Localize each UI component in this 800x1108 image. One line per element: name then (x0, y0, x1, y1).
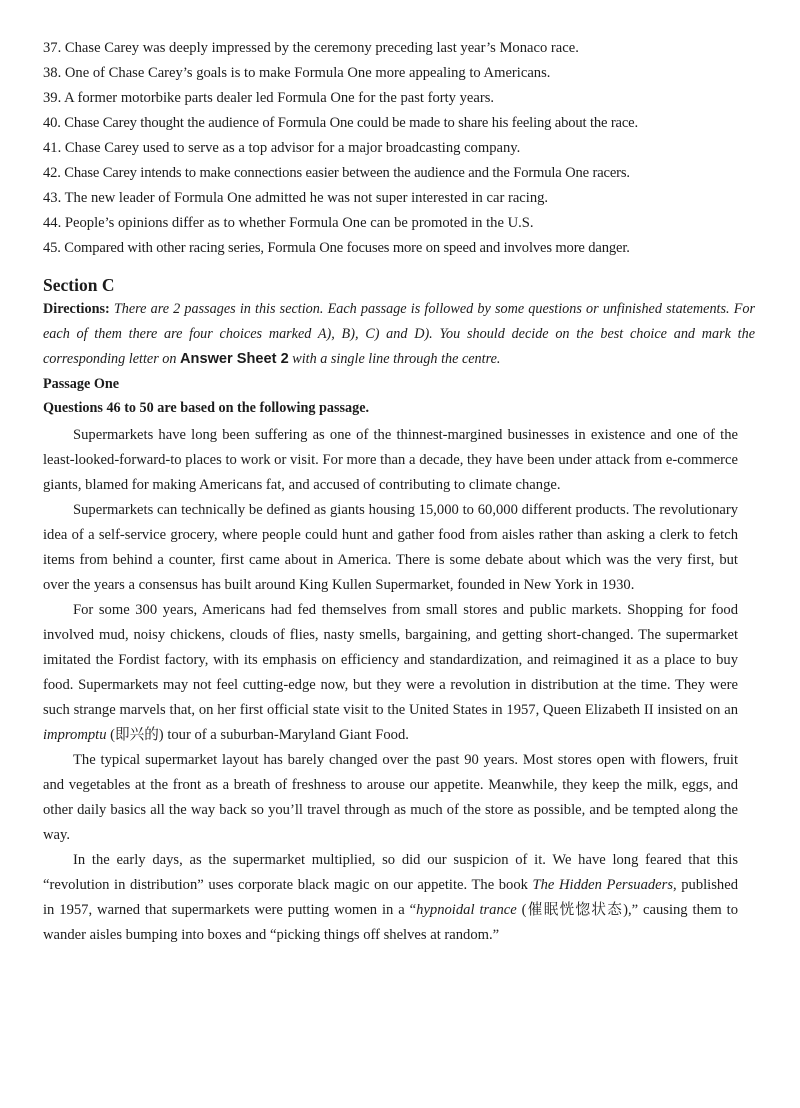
gloss-hypnoidal-trance: (催眠恍惚状态) (516, 902, 628, 918)
answer-sheet-label: Answer Sheet 2 (180, 351, 289, 367)
statement-39: 39. A former motorbike parts dealer led Formula One for the past forty years. (43, 90, 495, 106)
paragraph-3-text-b: tour of a suburban-Maryland Giant Food. (167, 727, 409, 743)
paragraph-5-text-c: ,” causing them to wander aisles bumping into boxes and “picking things off shelves at random.” (43, 902, 738, 943)
paragraph-2: Supermarkets can technically be defined as giants housing 15,000 to 60,000 different products. The revolutionary idea of a self-service grocery, where people could hunt and gather food from aisles rather than asking a clerk to fetch items from behind a counter, first came about in America. There is some debate about which was the very first, but over the years a consensus has built around King Kullen Supermarket, founded in New York in 1930. (43, 502, 738, 593)
gloss-impromptu: (即兴的) (106, 727, 168, 743)
directions-text-1: There are 2 passages in this section. Each passage is followed by some questions or unfinished statements. For each of them there are four choices marked A), B), C) and D). You should decide on the best choice and mark the corresponding letter on (43, 301, 755, 367)
statement-43: 43. The new leader of Formula One admitted he was not super interested in car racing. (43, 190, 549, 206)
paragraph-5 (43, 848, 738, 948)
statement-37: 37. Chase Carey was deeply impressed by the ceremony preceding last year’s Monaco race. (43, 40, 579, 56)
paragraph-1: Supermarkets have long been suffering as one of the thinnest-margined businesses in existence and one of the least-looked-forward-to places to work or visit. For more than a decade, they have been under attack from e-commerce giants, blamed for making Americans fat, and accused of contributing to climate change. (43, 427, 738, 493)
statement-44: 44. People’s opinions differ as to whether Formula One can be promoted in the U.S. (43, 215, 534, 231)
directions-text-2: with a single line through the centre. (288, 351, 501, 367)
statement-list (43, 36, 763, 261)
term-impromptu: impromptu (43, 727, 107, 743)
statement-38: 38. One of Chase Carey’s goals is to make Formula One more appealing to Americans. (43, 65, 551, 81)
passage-label: Passage One (43, 376, 120, 392)
directions (43, 297, 755, 372)
statement-45: 45. Compared with other racing series, Formula One focuses more on speed and involves more danger. (43, 240, 630, 256)
paragraph-5-text-b: , published in 1957, warned that supermarkets were putting women in a “ (43, 877, 738, 918)
paragraph-5-text-a: In the early days, as the supermarket multiplied, so did our suspicion of it. We have long feared that this “revolution in distribution” uses corporate black magic on our appetite. The book (43, 852, 738, 893)
book-title: The Hidden Persuaders (532, 877, 674, 893)
term-hypnoidal-trance: hypnoidal trance (416, 902, 517, 918)
statement-42: 42. Chase Carey intends to make connections easier between the audience and the Formula One racers. (43, 165, 630, 181)
paragraph-3-text-a: For some 300 years, Americans had fed themselves from small stores and public markets. Shopping for food involved mud, noisy chickens, clouds of flies, nasty smells, bargaining, and getting short-changed. The supermarket imitated the Fordist factory, with its emphasis on efficiency and standardization, and reimagined it as a place to buy food. Supermarkets may not feel cutting-edge now, but they were a revolution in distribution at the time. They were such strange marvels that, on her first official state visit to the United States in 1957, Queen Elizabeth II insisted on an (43, 602, 738, 718)
passage-body (43, 423, 738, 948)
paragraph-3 (43, 598, 738, 748)
paragraph-4: The typical supermarket layout has barely changed over the past 90 years. Most stores open with flowers, fruit and vegetables at the front as a breath of freshness to arouse our appetite. Meanwhile, they keep the milk, eggs, and other daily basics all the way back so you’ll travel through as much of the store as possible, and be tempted along the way. (43, 752, 738, 843)
statement-41: 41. Chase Carey used to serve as a top advisor for a major broadcasting company. (43, 140, 521, 156)
questions-note: Questions 46 to 50 are based on the following passage. (43, 400, 370, 416)
section-title: Section C (43, 275, 115, 295)
statement-40: 40. Chase Carey thought the audience of Formula One could be made to share his feeling about the race. (43, 115, 639, 131)
directions-label: Directions: (43, 301, 110, 317)
